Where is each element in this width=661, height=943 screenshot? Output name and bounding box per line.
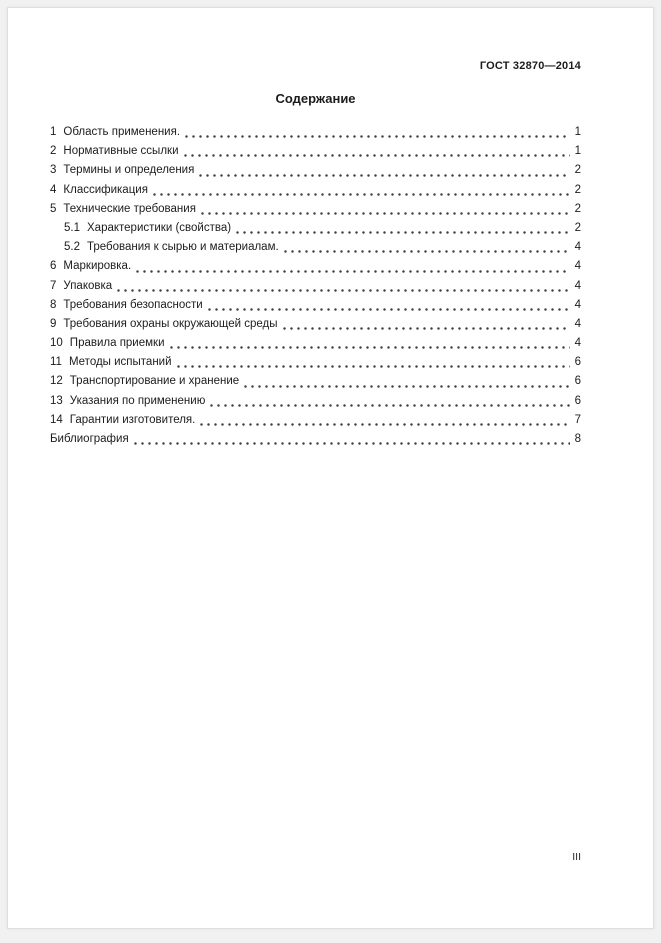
page-number: III [572,851,581,863]
toc-entry [50,123,581,142]
toc-entry-label: Упаковка [63,279,113,292]
toc-entry-label: Требования к сырью и материалам. [87,241,279,254]
toc-entry [50,372,581,391]
toc-entry-page: 2 [574,183,581,196]
dot-leader [175,365,570,368]
dot-leader [234,231,570,234]
table-of-contents [50,123,581,449]
document-page [7,7,654,929]
dot-leader [208,404,570,407]
toc-subentry [50,219,581,238]
toc-entry-label: Область применения. [63,126,181,138]
toc-entry-label: Требования охраны окружающей среды [63,317,278,330]
toc-entry-number: 5.1 [64,221,80,234]
toc-entry-label: Технические требования [63,202,196,215]
toc-entry-page: 8 [574,433,581,445]
dot-leader [134,270,570,273]
toc-entry-page: 6 [574,356,581,369]
toc-entry [50,334,581,353]
toc-entry-page: 2 [574,164,581,177]
toc-entry-label: Библиография [50,433,129,445]
toc-entry-number: 11 [50,356,62,369]
toc-entry-number: 8 [50,298,57,311]
toc-entry [50,257,581,276]
toc-entry-number: 1 [50,126,57,138]
toc-entry-number: 5.2 [64,241,80,254]
toc-entry-page: 1 [574,126,581,138]
toc-entry-number: 12 [50,375,63,388]
toc-entry-label: Требования безопасности [63,298,203,311]
dot-leader [115,289,570,292]
toc-entry-label: Маркировка. [63,260,132,273]
toc-entry-page: 1 [574,145,581,158]
dot-leader [198,423,570,426]
toc-entry [50,411,581,430]
toc-entry [50,392,581,411]
dot-leader [199,212,570,215]
toc-entry [50,200,581,219]
toc-entry [50,315,581,334]
toc-entry-label: Правила приемки [69,337,165,350]
dot-leader [183,135,570,138]
toc-entry [50,277,581,296]
toc-entry-number: 7 [50,279,57,292]
toc-entry-number: 13 [50,394,63,407]
dot-leader [168,346,571,349]
toc-entry [50,296,581,315]
dot-leader [282,250,570,253]
toc-entry-page: 4 [574,279,581,292]
toc-subentry [50,238,581,257]
toc-entry-page: 7 [574,413,581,426]
toc-entry-page: 4 [574,337,581,350]
dot-leader [151,193,570,196]
dot-leader [242,385,570,388]
toc-entry-number: 6 [50,260,57,273]
toc-entry-number: 2 [50,145,57,158]
toc-entry-label: Методы испытаний [68,356,172,369]
toc-entry-number: 4 [50,183,57,196]
toc-entry [50,142,581,161]
toc-entry-page: 4 [574,317,581,330]
toc-entry-label: Транспортирование и хранение [69,375,240,388]
dot-leader [197,174,570,177]
toc-entry-label: Термины и определения [63,164,195,177]
toc-entry-page: 4 [574,241,581,254]
toc-entry [50,181,581,200]
dot-leader [132,442,570,445]
toc-entry-label: Гарантии изготовителя. [69,413,196,426]
toc-entry [50,353,581,372]
toc-entry-number: 14 [50,413,63,426]
document-number: ГОСТ 32870—2014 [479,60,581,72]
toc-entry-page: 2 [574,221,581,234]
toc-entry-label: Классификация [63,183,148,196]
toc-entry-label: Характеристики (свойства) [87,221,232,234]
toc-entry-number: 10 [50,337,63,350]
toc-entry-number: 5 [50,202,57,215]
dot-leader [182,154,571,157]
dot-leader [281,327,570,330]
toc-entry-page: 4 [574,260,581,273]
toc-entry-label: Нормативные ссылки [63,145,179,158]
toc-entry-number: 9 [50,317,57,330]
toc-entry-page: 6 [574,394,581,407]
toc-entry [50,161,581,180]
toc-entry [50,430,581,449]
toc-entry-page: 2 [574,202,581,215]
toc-entry-page: 6 [574,375,581,388]
page-title: Содержание [275,91,356,106]
toc-entry-page: 4 [574,298,581,311]
dot-leader [206,308,570,311]
toc-entry-number: 3 [50,164,57,177]
toc-entry-label: Указания по применению [69,394,206,407]
